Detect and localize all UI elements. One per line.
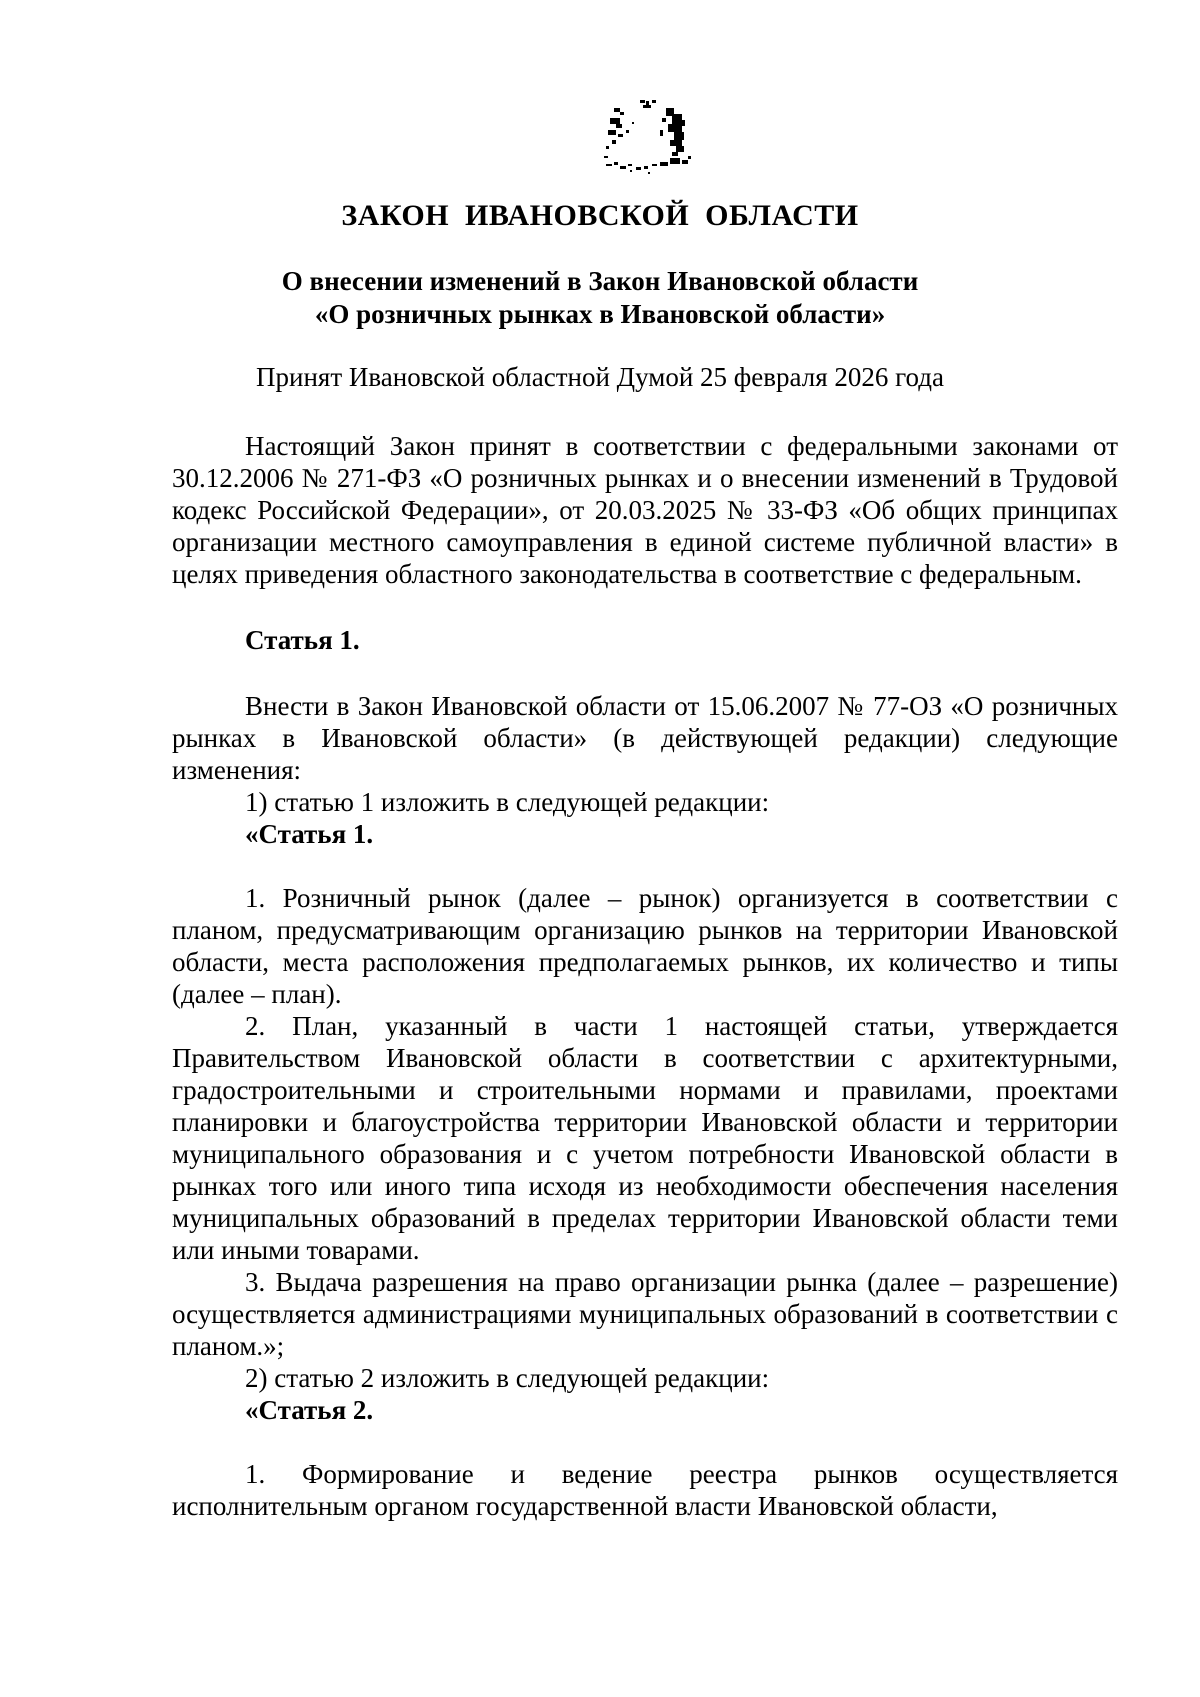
quoted-article-1-heading: «Статья 1. xyxy=(245,819,374,849)
document-title: ЗАКОН ИВАНОВСКОЙ ОБЛАСТИ xyxy=(341,199,859,232)
article-1-intro: Внести в Закон Ивановской области от 15.06.2007 № 77-ОЗ «О розничных рынках в Ивановской области» (в действующей редакции) следующие изменения: xyxy=(172,691,1118,785)
subtitle-line-1: О внесении изменений в Закон Ивановской области xyxy=(281,266,919,296)
subtitle-line-2: «О розничных рынках в Ивановской области» xyxy=(314,299,886,329)
article-2-part-1: 1. Формирование и ведение реестра рынков осуществляется исполнительным органом государственной власти Ивановской области, xyxy=(172,1459,1118,1521)
article-1-part-1: 1. Розничный рынок (далее – рынок) организуется в соответствии с планом, предусматривающим организацию рынков на территории Ивановской области, места расположения предполагаемых рынков, их количество и типы (далее – план). xyxy=(172,883,1118,1009)
preamble-paragraph: Настоящий Закон принят в соответствии с федеральными законами от 30.12.2006 № 271-ФЗ «О розничных рынках и о внесении изменений в Трудовой кодекс Российской Федерации», от 20.03.2025 № 33-ФЗ «Об общих принципах организации местного самоуправления в единой системе публичной власти» в целях приведения областного законодательства в соответствие с федеральным. xyxy=(172,431,1118,589)
amendment-item-2: 2) статью 2 изложить в следующей редакции: xyxy=(245,1363,770,1393)
article-1-part-2: 2. План, указанный в части 1 настоящей статьи, утверждается Правительством Ивановской области в соответствии с архитектурными, градостроительными и строительными нормами и правилами, проектами планировки и благоустройства территории Ивановской области и территории муниципального образования и с учетом потребности Ивановской области в рынках того или иного типа исходя из необходимости обеспечения населения муниципальных образований в пределах территории Ивановской области теми или иными товарами. xyxy=(172,1011,1118,1265)
amendment-item-1: 1) статью 1 изложить в следующей редакции: xyxy=(245,787,770,817)
document-subtitle xyxy=(160,265,1040,331)
article-1-part-3: 3. Выдача разрешения на право организации рынка (далее – разрешение) осуществляется администрациями муниципальных образований в соответствии с планом.»; xyxy=(172,1267,1118,1361)
article-1-heading: Статья 1. xyxy=(245,625,360,655)
adoption-line: Принят Ивановской областной Думой 25 февраля 2026 года xyxy=(256,362,944,392)
quoted-article-2-heading: «Статья 2. xyxy=(245,1395,374,1425)
document-body xyxy=(172,430,1118,1522)
coat-of-arms-emblem xyxy=(602,100,694,180)
